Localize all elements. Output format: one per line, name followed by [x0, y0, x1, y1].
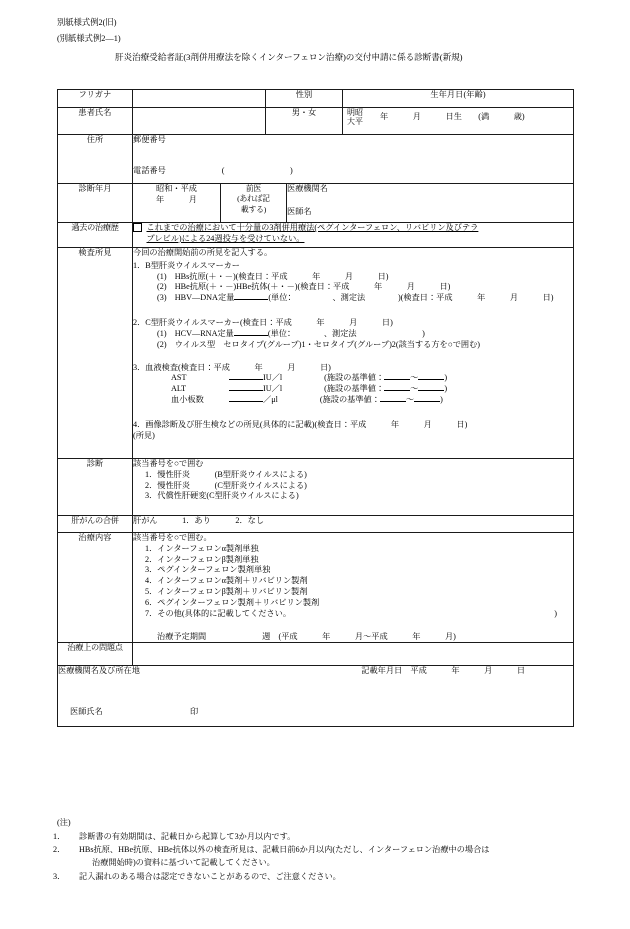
treatment-option-6[interactable]: 6．ペグインターフェロン製剤＋リバビリン製剤	[145, 597, 320, 607]
findings-s1-item1[interactable]: (1) HBs抗原(＋・－)(検査日：平成 年 月 日)	[157, 271, 389, 281]
ast-tilde: ～	[410, 373, 419, 383]
field-sex-value[interactable]: 男・女	[266, 108, 343, 135]
note-item-3	[53, 871, 577, 884]
note-2-number: 2．	[53, 845, 66, 855]
birthdate-fields[interactable]: 年 月 日生 (満 歳)	[380, 111, 525, 121]
note-2-line2: 治療開始時)の資料に基づいて記載してください。	[92, 858, 275, 868]
label-birthdate: 生年月日(年齢)	[343, 90, 574, 108]
notes-heading: (注)	[57, 818, 71, 827]
hbv-dna-rest: (単位： 、測定法 )(検査日：平成 年 月 日)	[268, 293, 554, 303]
table-row-diagnosis-date	[58, 184, 574, 223]
prev-doctor-line3: 載する)	[240, 204, 267, 214]
label-diagnosis-date: 診断年月	[58, 184, 133, 223]
findings-s2-item2[interactable]: (2) ウイルス型 セロタイプ(グループ)1・セロタイプ(グループ)2(該当する方を○で囲む)	[157, 339, 480, 349]
diagnosis-era-value: 昭和・平成	[156, 184, 197, 193]
treatment-option-3[interactable]: 3．ペグインターフェロン製剤単独	[145, 565, 271, 575]
form-code-new: (別紙様式例2—1)	[57, 34, 121, 44]
platelet-input[interactable]	[229, 401, 263, 402]
diagnosis-option-2[interactable]: 2．慢性肝炎 (C型肝炎ウイルスによる)	[145, 480, 307, 490]
findings-section1-title: 1．B型肝炎ウイルスマーカー	[133, 260, 240, 270]
document-page	[0, 17, 630, 929]
seal-mark: 印	[190, 707, 199, 717]
label-diagnosis: 診断	[58, 459, 133, 516]
findings-s2-item1[interactable]	[133, 329, 573, 340]
label-previous-doctor	[221, 184, 287, 223]
hbv-dna-label: (3) HBV—DNA定量	[157, 293, 235, 303]
field-previous-institution[interactable]	[287, 184, 574, 223]
findings-intro: 今回の治療開始前の所見を記入する。	[133, 248, 273, 257]
label-sex: 性別	[266, 90, 343, 108]
treatment-instruction: 該当番号を○で囲む。	[133, 533, 212, 542]
table-row-findings	[58, 248, 574, 459]
note-item-1	[53, 831, 577, 844]
diagnosis-instruction: 該当番号を○で囲む	[133, 459, 204, 468]
treatment-period-row[interactable]	[133, 632, 573, 643]
era-meiji-showa: 明昭	[347, 108, 364, 117]
field-patient-name-value[interactable]	[133, 108, 266, 135]
ast-ref-min[interactable]	[384, 379, 410, 380]
note-3-number: 3．	[53, 871, 66, 881]
table-row-treatment	[58, 533, 574, 643]
prev-doctor-line2: (あれば記	[237, 194, 270, 204]
note-1-number: 1．	[53, 831, 66, 841]
treatment-option-7[interactable]	[133, 609, 573, 620]
notes-list	[53, 831, 577, 884]
platelet-tilde: ～	[405, 395, 415, 405]
field-furigana-value[interactable]	[133, 90, 266, 108]
label-treatment: 治療内容	[58, 533, 133, 643]
alt-ref-label: (施設の基準値：	[324, 384, 385, 394]
alt-unit: IU／l	[263, 384, 283, 394]
notes-section	[53, 817, 577, 885]
ast-close: )	[444, 373, 448, 383]
past-treatment-checkbox[interactable]	[133, 223, 142, 232]
label-institution-name: 医療機関名	[287, 184, 328, 193]
table-row-liver-cancer	[58, 516, 574, 533]
document-header	[0, 17, 630, 64]
label-phone: 電話番号	[133, 165, 166, 175]
institution-record-date[interactable]: 記載年月日 平成 年 月 日	[361, 666, 526, 676]
field-diagnosis[interactable]	[133, 459, 574, 516]
table-row-past-treatment	[58, 223, 574, 248]
findings-s1-item3[interactable]	[133, 293, 573, 304]
table-row-institution	[58, 666, 574, 727]
table-row-address	[58, 135, 574, 184]
label-problems: 治療上の問題点	[58, 643, 133, 666]
alt-input[interactable]	[229, 390, 263, 391]
platelet-ref-min[interactable]	[380, 401, 406, 402]
note-1-line1: 診断書の有効期間は、記載日から起算して3か月以内です。	[79, 831, 296, 841]
platelet-ref-label: (施設の基準値：	[319, 395, 380, 405]
table-row-diagnosis	[58, 459, 574, 516]
note-2-line1: HBs抗原、HBe抗原、HBe抗体以外の検査所見は、記載日前6か月以内(ただし、インターフェロン治療中の場合は	[79, 845, 490, 855]
findings-s1-item2[interactable]: (2) HBe抗原(＋・－)HBe抗体(＋・－)(検査日：平成 年 月 日)	[157, 282, 451, 292]
blood-test-row-ast[interactable]	[133, 373, 573, 384]
platelet-ref-max[interactable]	[414, 401, 440, 402]
treatment-option-2[interactable]: 2．インターフェロンβ製剤単独	[145, 554, 259, 564]
note-item-2	[53, 844, 577, 869]
findings-section2-title: 2．C型肝炎ウイルスマーカー(検査日：平成 年 月 日)	[133, 318, 393, 328]
label-address: 住所	[58, 135, 133, 184]
field-birthdate-value[interactable]	[343, 108, 574, 135]
form-code-old: 別紙様式例2(旧)	[57, 18, 117, 27]
phone-row	[133, 166, 573, 177]
label-liver-cancer: 肝がんの合併	[58, 516, 133, 533]
alt-tilde: ～	[410, 384, 419, 394]
treatment-option-5[interactable]: 5．インターフェロンβ製剤＋リバビリン製剤	[145, 587, 308, 597]
page-title: 肝炎治療受給者証(3剤併用療法を除くインターフェロン治療)の交付申請に係る診断書(新規)	[115, 52, 463, 63]
hcv-rna-label: (1) HCV—RNA定量	[157, 328, 234, 338]
hcv-rna-rest: (単位： 、測定法 )	[267, 328, 425, 338]
alt-ref-min[interactable]	[384, 390, 410, 391]
label-findings: 検査所見	[58, 248, 133, 459]
platelet-unit: ／μl	[263, 395, 278, 405]
table-row-furigana	[58, 90, 574, 108]
era-taisho-heisei: 大平	[347, 117, 364, 127]
treatment-option-1[interactable]: 1．インターフェロンα製剤単独	[145, 543, 259, 553]
past-treatment-text-line2: プレビル)による24週投与を受けていない。	[146, 233, 305, 243]
label-furigana: フリガナ	[58, 90, 133, 108]
label-postal-code: 郵便番号	[133, 135, 166, 144]
ast-unit: IU／l	[263, 373, 283, 383]
blood-test-row-alt[interactable]	[133, 384, 573, 395]
ast-input[interactable]	[229, 379, 263, 380]
field-institution[interactable]	[58, 666, 574, 727]
label-past-treatment: 過去の治療歴	[58, 223, 133, 248]
field-past-treatment[interactable]	[133, 223, 574, 248]
findings-section3-title: 3．血液検査(検査日：平成 年 月 日)	[133, 362, 331, 372]
field-liver-cancer[interactable]: 肝がん 1．あり 2．なし	[133, 516, 574, 533]
platelet-label: 血小板数	[171, 395, 204, 405]
table-row-problems	[58, 643, 574, 666]
hbv-dna-input[interactable]	[234, 299, 268, 300]
field-treatment[interactable]	[133, 533, 574, 643]
hcv-rna-input[interactable]	[234, 335, 268, 336]
treatment-option-4[interactable]: 4．インターフェロンα製剤＋リバビリン製剤	[145, 576, 308, 586]
diagnosis-option-1[interactable]: 1．慢性肝炎 (B型肝炎ウイルスによる)	[145, 469, 307, 479]
past-treatment-text-line1: これまでの治療において十分量の3剤併用療法(ペグインターフェロン、リバビリン及びテラ	[146, 223, 479, 232]
label-doctor-signature: 医師氏名	[70, 707, 103, 717]
note-3-line1: 記入漏れのある場合は認定できないことがあるので、ご注意ください。	[79, 871, 341, 881]
label-treatment-period: 治療予定期間	[157, 631, 207, 641]
diagnosis-option-3[interactable]: 3．代償性肝硬変(C型肝炎ウイルスによる)	[145, 491, 299, 501]
diagnosis-date-fields: 年 月	[156, 194, 197, 204]
treatment-option-7-close: )	[554, 608, 558, 618]
treatment-period-fields: 週 (平成 年 月～平成 年 月)	[262, 631, 456, 641]
ast-ref-label: (施設の基準値：	[324, 373, 385, 383]
alt-ref-max[interactable]	[418, 390, 444, 391]
field-address-value[interactable]	[133, 135, 574, 184]
certificate-form-table	[57, 89, 574, 727]
field-findings[interactable]	[133, 248, 574, 459]
label-doctor-name: 医師名	[287, 206, 312, 216]
findings-section4-title: 4．画像診断及び肝生検などの所見(具体的に記載)(検査日：平成 年 月 日)	[133, 419, 468, 429]
field-problems[interactable]	[133, 643, 574, 666]
ast-ref-max[interactable]	[418, 379, 444, 380]
ast-label: AST	[171, 373, 187, 383]
findings-section4-sub[interactable]: (所見)	[133, 430, 155, 440]
alt-label: ALT	[171, 384, 187, 394]
label-patient-name: 患者氏名	[58, 108, 133, 135]
field-phone-value[interactable]: ( )	[221, 165, 293, 175]
label-institution-address: 医療機関名及び所在地	[58, 666, 140, 676]
alt-close: )	[444, 384, 448, 394]
prev-doctor-line1: 前医	[245, 184, 262, 193]
field-diagnosis-era[interactable]	[133, 184, 221, 223]
table-row-patient-name	[58, 108, 574, 135]
blood-test-row-platelet[interactable]	[133, 395, 573, 406]
platelet-close: )	[440, 395, 443, 405]
treatment-option-7-text: 7．その他(具体的に記載してください。	[145, 608, 292, 618]
